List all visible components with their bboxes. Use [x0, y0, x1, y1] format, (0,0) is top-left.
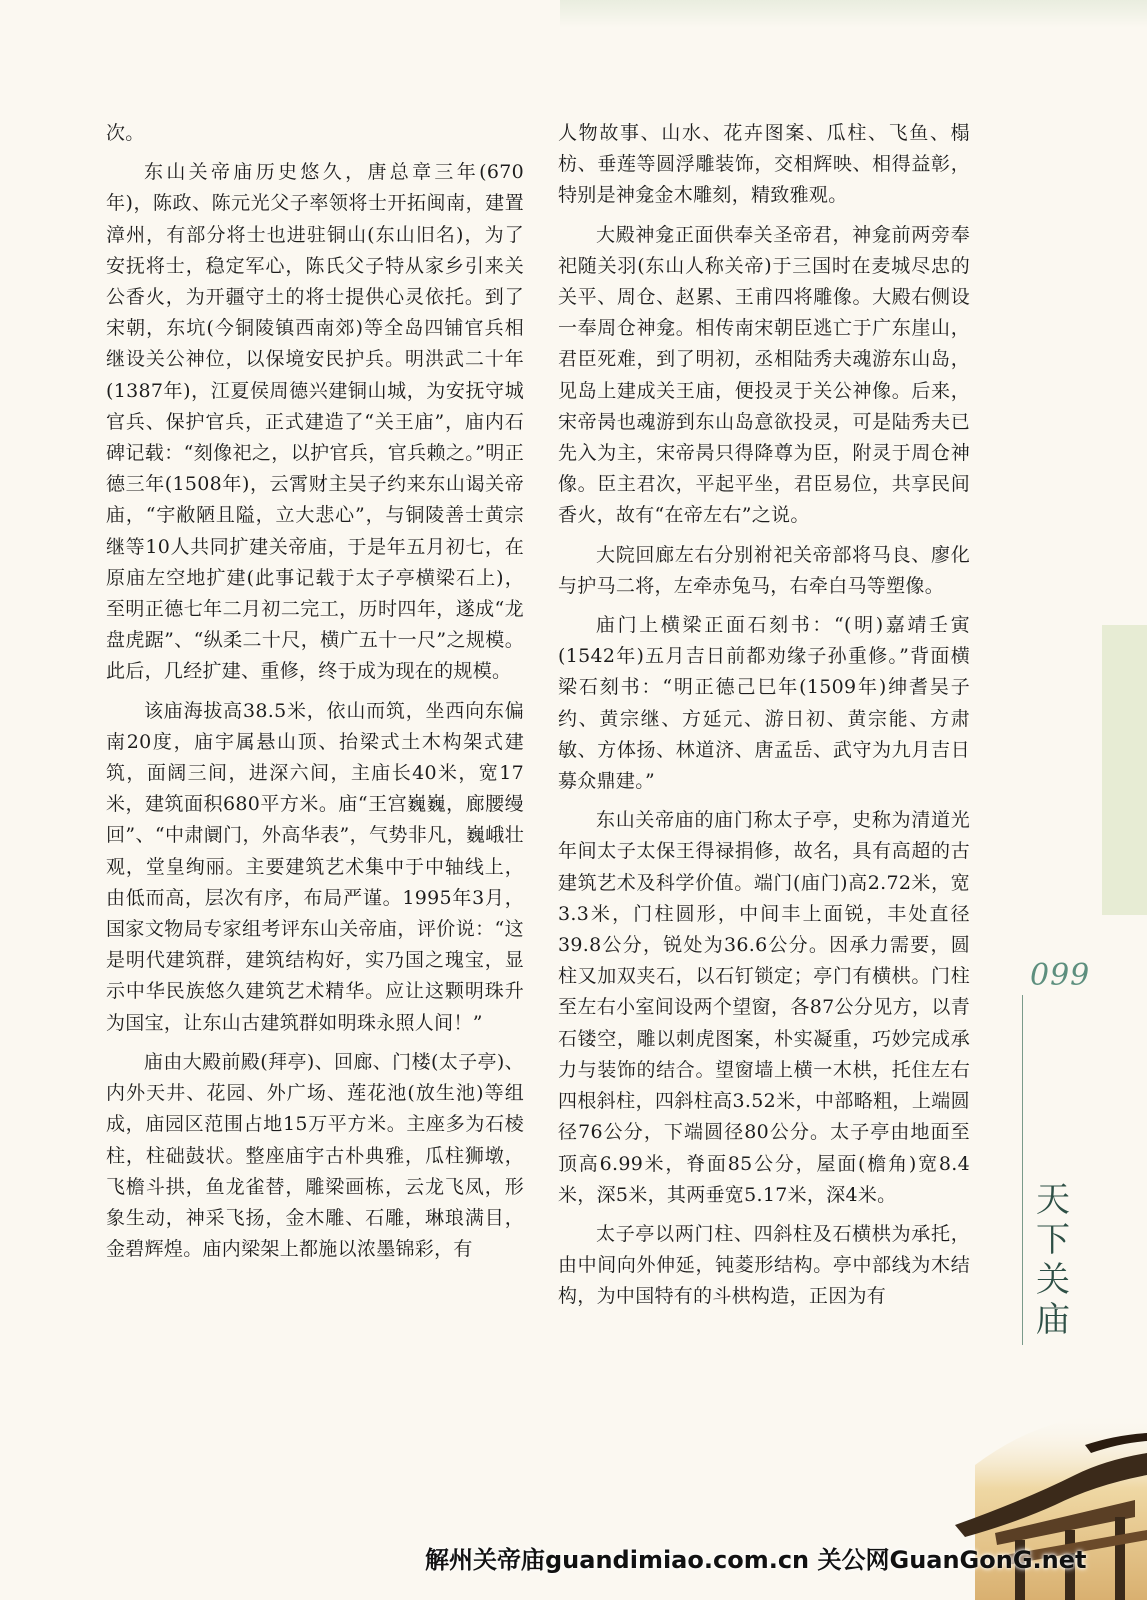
page-number: 099	[1030, 958, 1091, 993]
side-tab-decor	[1102, 625, 1147, 915]
side-divider-line	[1022, 995, 1023, 1345]
paragraph: 东山关帝庙历史悠久，唐总章三年(670年)，陈政、陈元光父子率领将士开拓闽南，建置漳州，有部分将士也进驻铜山(东山旧名)，为了安抚将士，稳定军心，陈氏父子特从家乡引来关公香火，为开疆守土的将士提供心灵依托。到了宋朝，东坑(今铜陵镇西南郊)等全岛四铺官兵相继设关公神位，以保境安民护兵。明洪武二十年(1387年)，江夏侯周德兴建铜山城，为安抚守城官兵、保护官兵，正式建造了“关王庙”，庙内石碑记载：“刻像祀之，以护官兵，官兵赖之。”明正德三年(1508年)，云霄财主吴子约来东山谒关帝庙，“宇敝陋且隘，立大悲心”，与铜陵善士黄宗继等10人共同扩建关帝庙，于是年五月初七，在原庙左空地扩建(此事记载于太子亭横梁石上)，至明正德七年二月初二完工，历时四年，遂成“龙盘虎踞”、“纵柔二十尺，横广五十一尺”之规模。此后，几经扩建、重修，终于成为现在的规模。	[106, 161, 524, 683]
paragraph: 庙门上横梁正面石刻书：“(明)嘉靖壬寅(1542年)五月吉日前都劝缘子孙重修。”背面横梁石刻书：“明正德己巳年(1509年)绅耆吴子约、黄宗继、方延元、游日初、黄宗能、方肃敏、方体扬、林道济、唐孟岳、武守为九月吉日募众鼎建。”	[558, 614, 970, 793]
section-title-char: 下	[1036, 1220, 1070, 1260]
section-title-vertical	[1033, 1180, 1073, 1340]
paragraph: 太子亭以两门柱、四斜柱及石横栱为承托，由中间向外伸延，钝菱形结构。亭中部线为木结构，为中国特有的斗栱构造，正因为有	[558, 1222, 970, 1308]
right-text-column	[558, 118, 970, 1321]
paragraph: 大院回廊左右分别祔祀关帝部将马良、廖化与护马二将，左牵赤兔马，右牵白马等塑像。	[558, 543, 970, 597]
left-text-column	[106, 118, 524, 1273]
section-title-char: 庙	[1036, 1300, 1070, 1340]
footer-watermark: 解州关帝庙guandimiao.com.cn 关公网GuanGonG.net	[425, 1546, 1087, 1574]
section-title-char: 天	[1036, 1180, 1070, 1220]
paragraph: 人物故事、山水、花卉图案、瓜柱、飞鱼、榻枋、垂莲等圆浮雕装饰，交相辉映、相得益彰，特别是神龛金木雕刻，精致雅观。	[558, 122, 970, 207]
top-decor-strip	[560, 0, 1147, 28]
section-title-char: 关	[1036, 1260, 1070, 1300]
paragraph: 东山关帝庙的庙门称太子亭，史称为清道光年间太子太保王得禄捐修，故名，具有高超的古建筑艺术及科学价值。端门(庙门)高2.72米，宽3.3米，门柱圆形，中间丰上面锐，丰处直径39.8公分，锐处为36.6公分。因承力需要，圆柱又加双夹石，以石钉锁定；亭门有横栱。门柱至左右小室间设两个望窗，各87公分见方，以青石镂空，雕以刺虎图案，朴实凝重，巧妙完成承力与装饰的结合。望窗墙上横一木栱，托住左右四根斜柱，四斜柱高3.52米，中部略粗，上端圆径76公分，下端圆径80公分。太子亭由地面至顶高6.99米，脊面85公分，屋面(檐角)宽8.4米，深5米，其两垂宽5.17米，深4米。	[558, 809, 970, 1206]
paragraph: 大殿神龛正面供奉关圣帝君，神龛前两旁奉祀随关羽(东山人称关帝)于三国时在麦城尽忠的关平、周仓、赵累、王甫四将雕像。大殿右侧设一奉周仓神龛。相传南宋朝臣逃亡于广东崖山，君臣死难，到了明初，丞相陆秀夫魂游东山岛，见岛上建成关王庙，便投灵于关公神像。后来，宋帝昺也魂游到东山岛意欲投灵，可是陆秀夫已先入为主，宋帝昺只得降尊为臣，附灵于周仓神像。臣主君次，平起平坐，君臣易位，共享民间香火，故有“在帝左右”之说。	[558, 223, 970, 527]
paragraph: 次。	[106, 122, 145, 144]
paragraph: 庙由大殿前殿(拜亭)、回廊、门楼(太子亭)、内外天井、花园、外广场、莲花池(放生池)等组成，庙园区范围占地15万平方米。主座多为石棱柱，柱础鼓状。整座庙宇古朴典雅，瓜柱狮墩，飞檐斗拱，鱼龙雀替，雕梁画栋，云龙飞凤，形象生动，神采飞扬，金木雕、石雕，琳琅满目，金碧辉煌。庙内梁架上都施以浓墨锦彩，有	[106, 1050, 524, 1261]
paragraph: 该庙海拔高38.5米，依山而筑，坐西向东偏南20度，庙宇属悬山顶、抬梁式土木构架式建筑，面阔三间，进深六间，主庙长40米，宽17米，建筑面积680平方米。庙“王宫巍巍，廊腰缦回”、“中肃阛门，外高华表”，气势非凡，巍峨壮观，堂皇绚丽。主要建筑艺术集中于中轴线上，由低而高，层次有序，布局严谨。1995年3月，国家文物局专家组考评东山关帝庙，评价说：“这是明代建筑群，建筑结构好，实乃国之瑰宝，显示中华民族悠久建筑艺术精华。应让这颗明珠升为国宝，让东山古建筑群如明珠永照人间！”	[106, 699, 524, 1034]
